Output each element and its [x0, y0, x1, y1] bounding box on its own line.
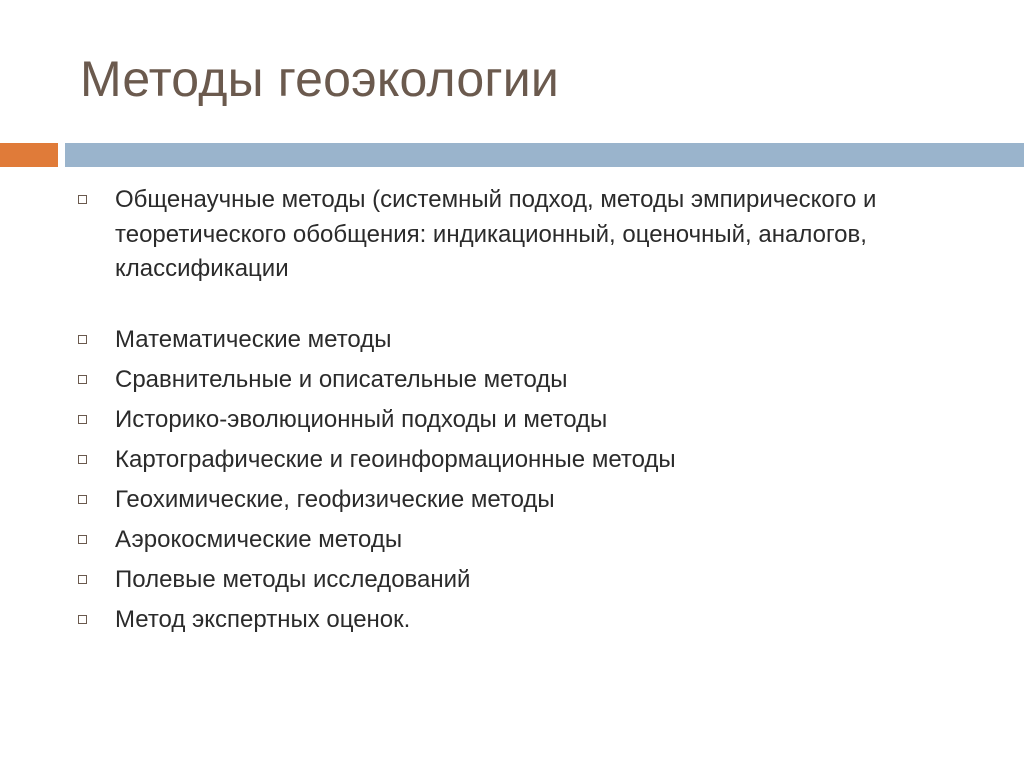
square-bullet-icon	[78, 495, 87, 504]
list-item-text: Общенаучные методы (системный подход, методы эмпирического и теоретического обобщения: индикационный, оценочный, аналогов, классификации	[115, 186, 877, 282]
list-item	[78, 603, 998, 643]
square-bullet-icon	[78, 615, 87, 624]
list-item	[78, 403, 998, 443]
list-item-text: Картографические и геоинформационные методы	[115, 446, 676, 473]
list-item-text: Математические методы	[115, 326, 392, 353]
accent-bar-orange	[0, 143, 58, 167]
slide-title: Методы геоэкологии	[80, 51, 560, 107]
square-bullet-icon	[78, 335, 87, 344]
list-item-text: Сравнительные и описательные методы	[115, 366, 568, 393]
square-bullet-icon	[78, 575, 87, 584]
list-item	[78, 323, 998, 363]
list-item	[78, 443, 998, 483]
list-item	[78, 483, 998, 523]
accent-bar-blue	[65, 143, 1024, 167]
list-item	[78, 563, 998, 603]
square-bullet-icon	[78, 455, 87, 464]
list-item	[78, 183, 998, 323]
list-item-text: Аэрокосмические методы	[115, 526, 403, 553]
square-bullet-icon	[78, 375, 87, 384]
list-item-text: Историко-эволюционный подходы и методы	[115, 406, 608, 433]
square-bullet-icon	[78, 415, 87, 424]
square-bullet-icon	[78, 535, 87, 544]
list-item-text: Полевые методы исследований	[115, 566, 471, 593]
list-item	[78, 523, 998, 563]
list-item-text: Геохимические, геофизические методы	[115, 486, 555, 513]
methods-list	[78, 183, 998, 643]
list-item-text: Метод экспертных оценок.	[115, 606, 411, 633]
square-bullet-icon	[78, 195, 87, 204]
list-item	[78, 363, 998, 403]
